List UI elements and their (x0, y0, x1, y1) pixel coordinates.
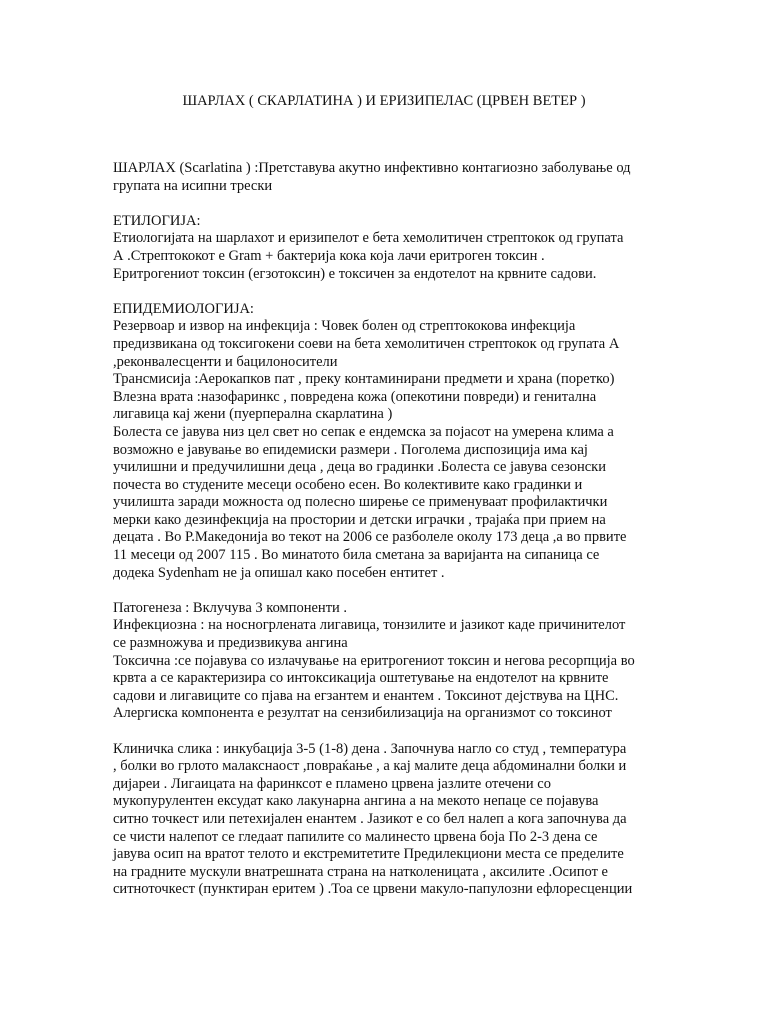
paragraph-gap (113, 283, 658, 301)
text-line: ЕПИДЕМИОЛОГИЈА: (113, 300, 254, 317)
text-line: мукопурулентен ексудат како лакунарна ангина а на мекото непаце се појавува (113, 793, 599, 810)
text-line: А .Стрептококот е Gram + бактерија кока која лачи еритроген токсин . (113, 247, 545, 264)
document-body (113, 160, 658, 899)
text-line: почеста во студените месеци особено есен. Во колективите како градинки и (113, 476, 583, 493)
text-line: Трансмисија :Аерокапков пат , преку контаминирани предмети и храна (поретко) (113, 371, 615, 388)
text-line: Етиологијата на шарлахот и еризипелот е бета хемолитичен стрептокок од групата (113, 230, 624, 247)
text-line: училишни и предучилишни деца , деца во градинки .Болеста се јавува сезонски (113, 459, 606, 476)
text-line: Патогенеза : Вклучува 3 компоненти . (113, 599, 348, 616)
text-line: Токсична :се појавува со излачување на еритрогениот токсин и негова ресорпција во (113, 652, 635, 669)
paragraph-gap (113, 195, 658, 213)
text-line: ситно точкест или петехијален енантем . Јазикот е со бел налеп а кога започнува да (113, 810, 627, 827)
paragraph (113, 301, 658, 583)
text-line: мерки како дезинфекција на простории и детски играчки , трајаќа при прием на (113, 511, 606, 528)
text-line: крвта а се карактеризира со интоксикација оштетување на ендотелот на крвните (113, 670, 609, 687)
text-line: Еритрогениот токсин (егзотоксин) е токсичен за ендотелот на крвните садови. (113, 265, 597, 282)
text-line: 11 месеци од 2007 115 . Во минатото била сметана за варијанта на сипаница се (113, 547, 600, 564)
text-line: ЕТИЛОГИЈА: (113, 212, 201, 229)
paragraph (113, 741, 658, 899)
text-line: ситноточкест (пунктиран еритем ) .Тоа се црвени макуло-папулозни ефлоресценции (113, 881, 633, 898)
text-line: садови и лигавиците со пјава на егзантем и енантем . Токсинот дејствува на ЦНС. (113, 687, 619, 704)
text-line: дијареи . Лигаицата на фаринксот е пламено црвена јазлите отечени со (113, 775, 551, 792)
text-line: групата на исипни трески (113, 177, 273, 194)
text-line: на градните мускули внатрешната страна на натколеницата , аксилите .Осипот е (113, 863, 608, 880)
text-line: лигавица кај жени (пуерперална скарлатина ) (113, 406, 393, 423)
text-line: се размножува и предизвикува ангина (113, 635, 348, 652)
text-line: училишта заради можноста од полесно ширење се применуваат профилактички (113, 494, 608, 511)
text-line: ,реконвалесценти и бацилоносители (113, 353, 338, 370)
text-line: , болки во грлото малакснаост ,повраќање , а кај малите деца абдоминални болки и (113, 758, 627, 775)
text-line: додека Sydenham не ја опишал како посебен ентитет . (113, 564, 445, 581)
paragraph (113, 600, 658, 723)
text-line: Алергиска компонента е резултат на сензибилизација на организмот со токсинот (113, 705, 612, 722)
text-line: возможно е јавување во епидемиски размери . Поголема диспозиција има кај (113, 441, 588, 458)
paragraph (113, 213, 658, 283)
text-line: ШАРЛАХ (Scarlatina ) :Претставува акутно инфективно контагиозно заболување од (113, 160, 631, 176)
paragraph-gap (113, 723, 658, 741)
paragraph (113, 160, 658, 195)
paragraph-gap (113, 582, 658, 600)
text-line: Влезна врата :назофаринкс , повредена кожа (опекотини повреди) и генитална (113, 388, 597, 405)
text-line: Инфекциозна : на носногрлената лигавица, тонзилите и јазикот каде причинителот (113, 617, 626, 634)
document-title: ШАРЛАХ ( СКАРЛАТИНА ) И ЕРИЗИПЕЛАС (ЦРВЕН ВЕТЕР ) (182, 93, 586, 109)
text-line: се чисти налепот се гледаат папилите со малинесто црвена боја По 2-3 дена се (113, 828, 598, 845)
text-line: Резервоар и извор на инфекција : Човек болен од стрептококова инфекција (113, 318, 576, 335)
text-line: јавува осип на вратот телото и екстремитетите Предилекциони места се пределите (113, 846, 624, 863)
text-line: децата . Во Р.Македонија во текот на 2006 се разболеле околу 173 деца ,а во првите (113, 529, 627, 546)
text-line: предизвикана од токсигокени соеви на бета хемолитичен стрептокок од групата А (113, 335, 620, 352)
text-line: Клиничка слика : инкубација 3-5 (1-8) дена . Започнува нагло со студ , температура (113, 740, 627, 757)
text-line: Болеста се јавува низ цел свет но сепак е ендемска за појасот на умерена клима а (113, 423, 614, 440)
